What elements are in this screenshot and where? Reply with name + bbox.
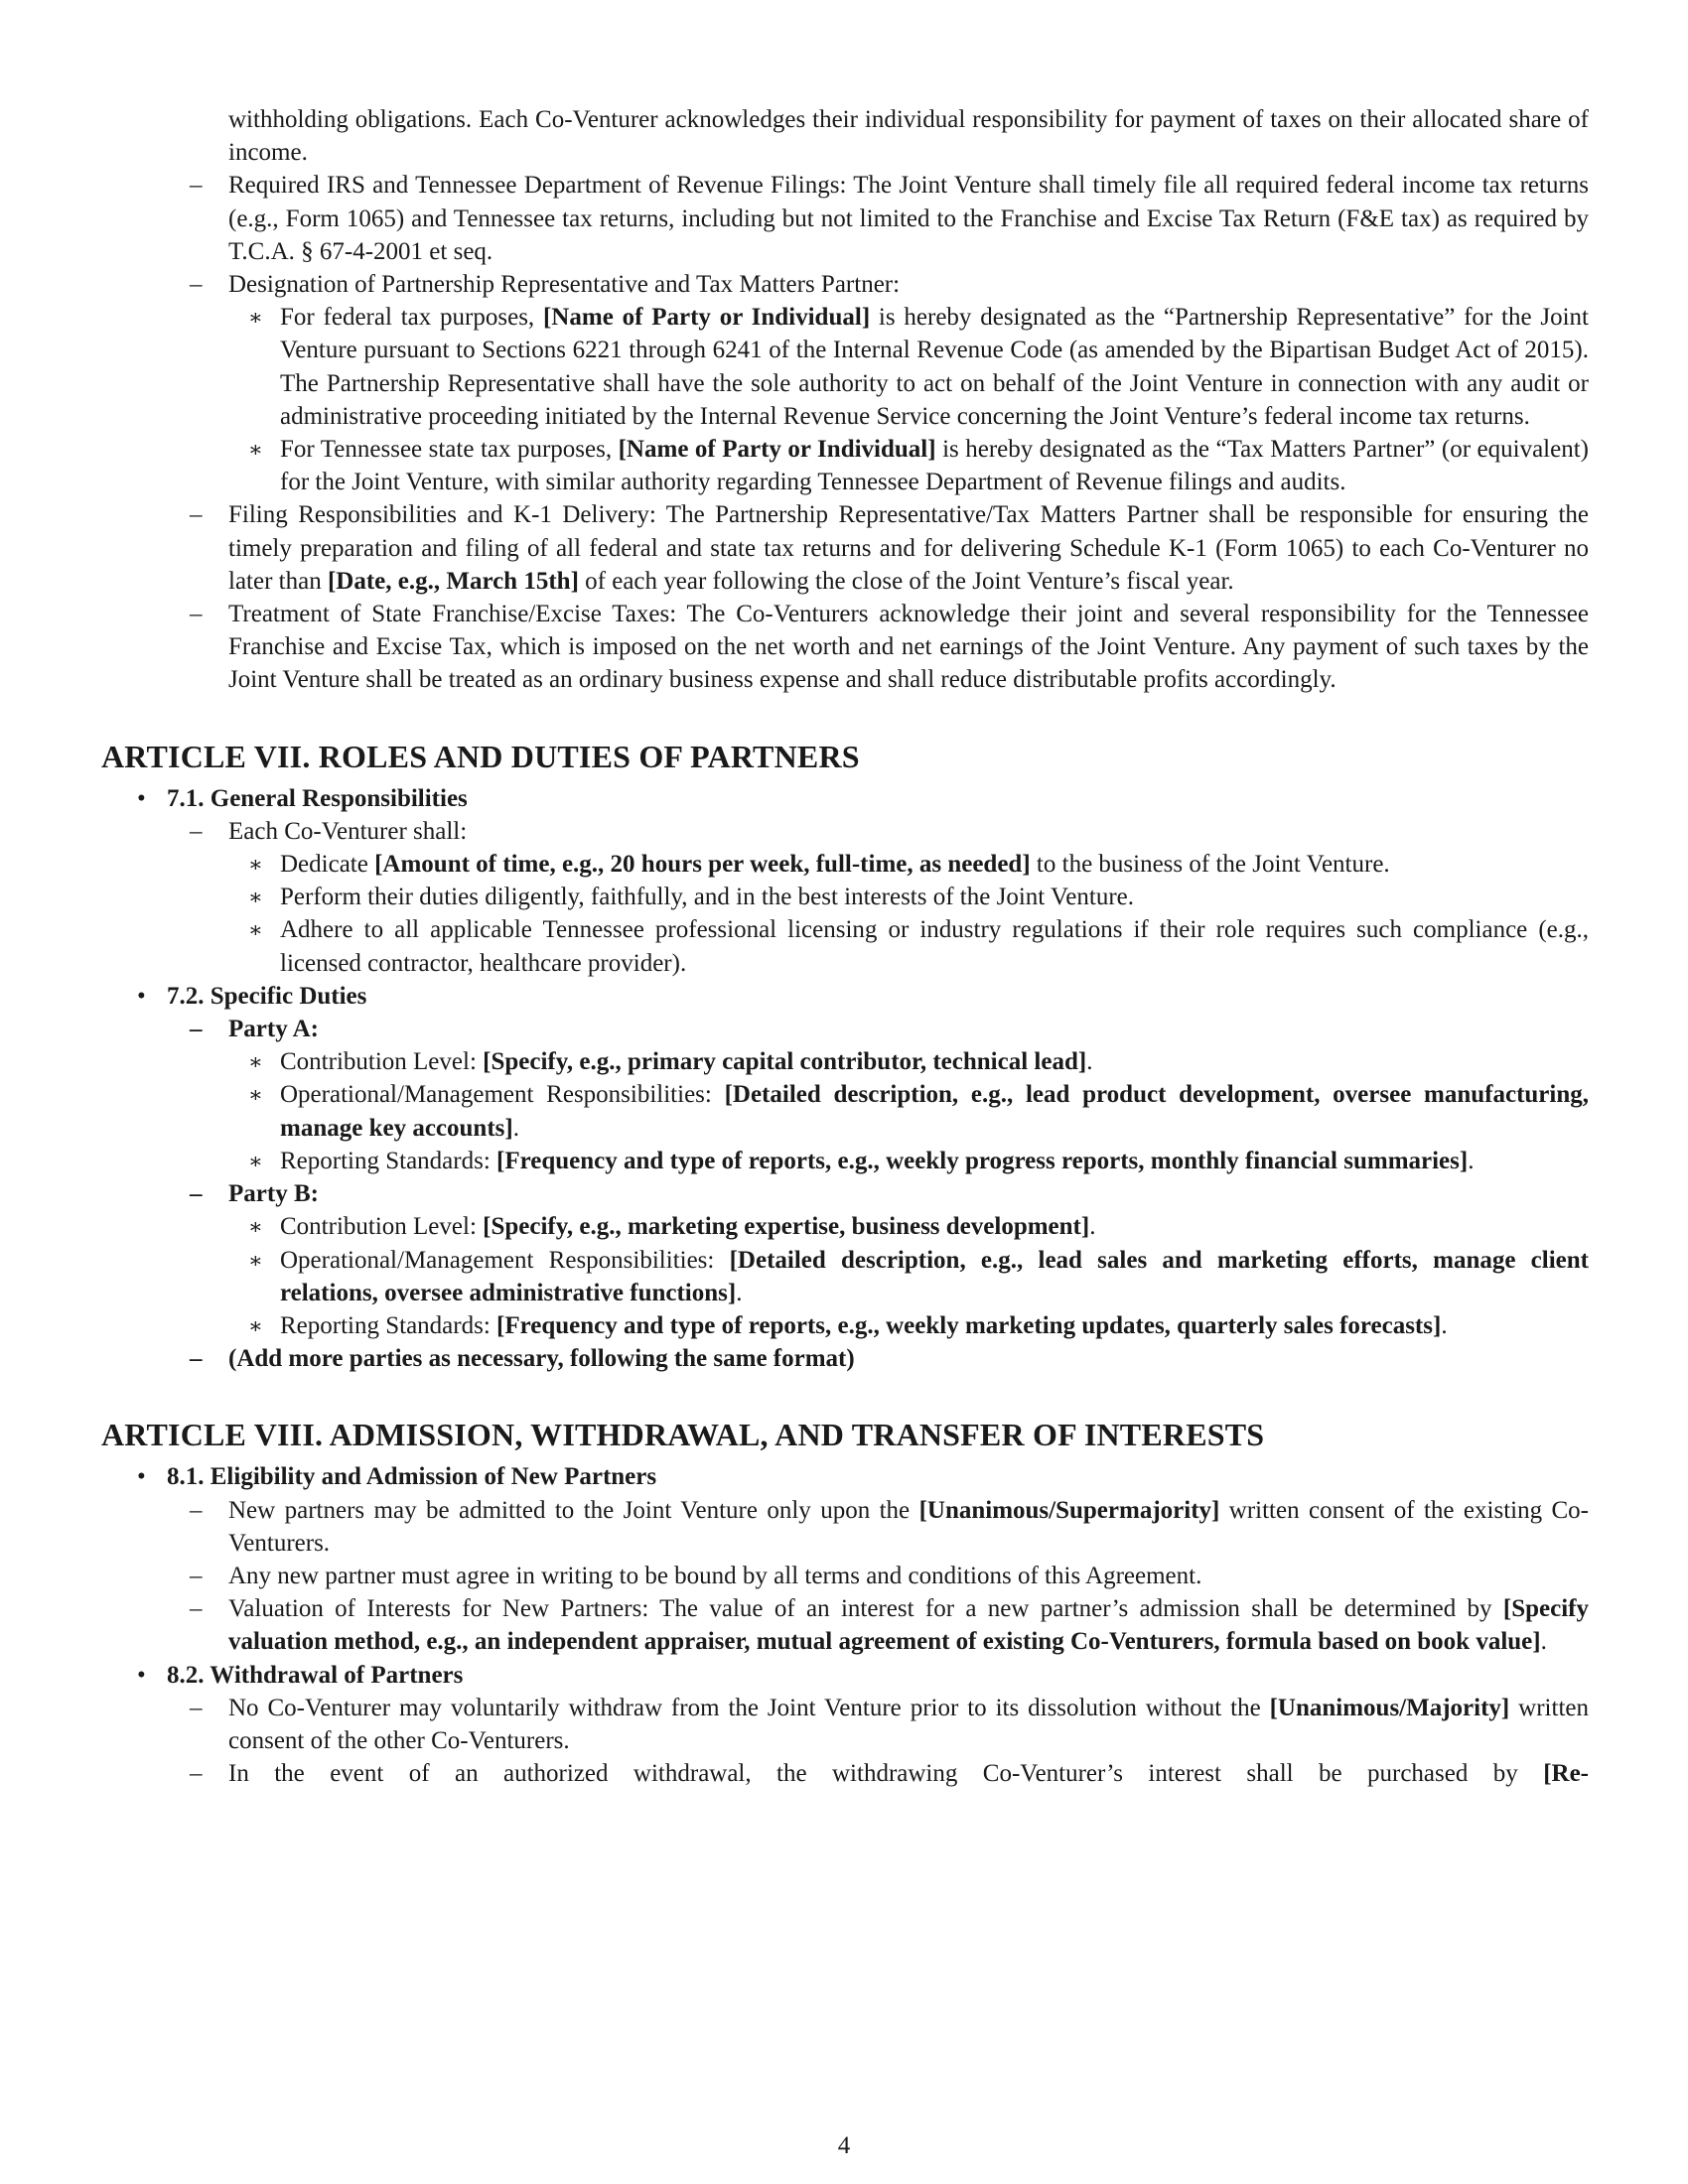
k1-text-post: of each year following the close of the Joint Venture’s fiscal year.	[578, 567, 1234, 595]
close-period: .	[1468, 1147, 1475, 1174]
party-b-item	[101, 1177, 1589, 1210]
party-b-contribution-item	[101, 1210, 1589, 1243]
dedicate-item	[101, 848, 1589, 881]
tax-filings-item	[101, 169, 1589, 268]
authorized-withdrawal-text-pre: In the event of an authorized withdrawal, the withdrawing Co-Venturer’s interest shall be purchased by	[228, 1760, 1544, 1788]
k1-placeholder: [Date, e.g., March 15th]	[327, 567, 579, 595]
perform-text: Perform their duties diligently, faithfully, and in the best interests of the Joint Venture.	[280, 884, 1135, 911]
new-partners-placeholder: [Unanimous/Supermajority]	[918, 1496, 1220, 1524]
valuation-item	[101, 1592, 1589, 1658]
federal-representative-item	[101, 301, 1589, 433]
party-b-operations-placeholder: [Detailed description, e.g., lead sales and marketing efforts, manage client relations, oversee administrative functions]	[280, 1246, 1589, 1306]
add-more-parties-text: (Add more parties as necessary, following the same format)	[228, 1345, 855, 1373]
article-7-heading: ARTICLE VII. ROLES AND DUTIES OF PARTNERS	[101, 738, 860, 774]
party-b-operations-label: Operational/Management Responsibilities:	[280, 1246, 730, 1274]
k1-delivery-item	[101, 498, 1589, 598]
dash-bullet-icon: –	[190, 601, 203, 628]
party-a-contribution-label: Contribution Level:	[280, 1048, 484, 1076]
federal-text-post: is hereby designated as the “Partnership Representative” for the Joint Venture pursuant to Sections 6221 through 6241 of the Internal Revenue Code (as amended by the Bipartisan Budget Act of 2015). The Partnership Representative shall have the sole authority to act on behalf of the Joint Venture in connection with any audit or administrative proceeding initiated by the Internal Revenue Service concerning the Joint Venture’s federal income tax returns.	[280, 304, 1589, 430]
party-a-reporting-placeholder: [Frequency and type of reports, e.g., weekly progress reports, monthly financial summaries]	[496, 1147, 1469, 1174]
new-partners-text-post: written consent of the existing Co-Venturers.	[228, 1496, 1589, 1557]
party-a-contribution-placeholder: [Specify, e.g., primary capital contributor, technical lead]	[483, 1048, 1087, 1076]
bound-by-terms-item	[101, 1560, 1589, 1592]
new-partners-item	[101, 1494, 1589, 1560]
tax-filings-text: Required IRS and Tennessee Department of Revenue Filings: The Joint Venture shall timely file all required federal income tax returns (e.g., Form 1065) and Tennessee tax returns, including but not limited to the Franchise and Excise Tax Return (F&E tax) as required by T.C.A. § 67-4-2001 et seq.	[228, 172, 1589, 265]
federal-text-pre: For federal tax purposes,	[280, 304, 543, 332]
close-period: .	[1540, 1628, 1547, 1656]
dedicate-text-pre: Dedicate	[280, 851, 375, 879]
round-bullet-icon: •	[137, 1661, 146, 1689]
dash-bullet-icon: –	[190, 1016, 203, 1043]
party-a-contribution-item	[101, 1045, 1589, 1078]
withdrawal-placeholder: [Unanimous/Majority]	[1269, 1694, 1510, 1721]
close-period: .	[736, 1279, 743, 1306]
party-a-item	[101, 1013, 1589, 1045]
party-b-reporting-item	[101, 1309, 1589, 1342]
asterisk-bullet-icon: ∗	[248, 1049, 263, 1075]
k1-text-pre: Filing Responsibilities and K-1 Delivery: The Partnership Representative/Tax Matters Partner shall be responsible for ensuring the timely preparation and filing of all federal and state tax returns and for delivering Schedule K-1 (Form 1065) to each Co-Venturer no later than	[228, 501, 1589, 595]
asterisk-bullet-icon: ∗	[248, 852, 263, 878]
franchise-tax-text: Treatment of State Franchise/Excise Taxes: The Co-Venturers acknowledge their joint and several responsibility for the Tennessee Franchise and Excise Tax, which is imposed on the net worth and net earnings of the Joint Venture. Any payment of such taxes by the Joint Venture shall be treated as an ordinary business expense and shall reduce distributable profits accordingly.	[228, 601, 1589, 694]
state-text-post: is hereby designated as the “Tax Matters Partner” (or equivalent) for the Joint Venture, with similar authority regarding Tennessee Department of Revenue filings and audits.	[280, 436, 1589, 496]
party-a-reporting-item	[101, 1145, 1589, 1177]
dash-bullet-icon: –	[190, 817, 203, 845]
tax-designation-text: Designation of Partnership Representative and Tax Matters Partner:	[228, 271, 901, 299]
party-b-label: Party B:	[228, 1180, 319, 1208]
state-placeholder: [Name of Party or Individual]	[618, 436, 936, 464]
bound-by-terms-text: Any new partner must agree in writing to be bound by all terms and conditions of this Agreement.	[228, 1562, 1202, 1589]
new-partners-text-pre: New partners may be admitted to the Joint Venture only upon the	[228, 1496, 919, 1524]
asterisk-bullet-icon: ∗	[248, 885, 263, 910]
add-more-parties-item	[101, 1342, 1589, 1375]
party-b-reporting-placeholder: [Frequency and type of reports, e.g., weekly marketing updates, quarterly sales forecasts]	[496, 1311, 1442, 1339]
state-text-pre: For Tennessee state tax purposes,	[280, 436, 619, 464]
asterisk-bullet-icon: ∗	[248, 1082, 263, 1108]
dash-bullet-icon: –	[190, 271, 203, 299]
voluntary-withdrawal-item	[101, 1692, 1589, 1757]
document-body	[101, 103, 1589, 1790]
withdrawal-text-post: written consent of the other Co-Venturers.	[228, 1694, 1589, 1754]
party-b-contribution-label: Contribution Level:	[280, 1213, 484, 1241]
article-8-heading: ARTICLE VIII. ADMISSION, WITHDRAWAL, AND TRANSFER OF INTERESTS	[101, 1417, 1265, 1453]
dash-bullet-icon: –	[190, 1345, 203, 1373]
valuation-text-pre: Valuation of Interests for New Partners: The value of an interest for a new partner’s admission shall be determined by	[228, 1595, 1503, 1623]
dash-bullet-icon: –	[190, 1694, 203, 1721]
dash-bullet-icon: –	[190, 1496, 203, 1524]
adhere-text: Adhere to all applicable Tennessee professional licensing or industry regulations if their role requires such compliance (e.g., licensed contractor, healthcare provider).	[280, 916, 1589, 977]
asterisk-bullet-icon: ∗	[248, 437, 263, 463]
withdrawal-text-pre: No Co-Venturer may voluntarily withdraw from the Joint Venture prior to its dissolution without the	[228, 1694, 1270, 1721]
dash-bullet-icon: –	[190, 1562, 203, 1589]
dash-bullet-icon: –	[190, 501, 203, 529]
authorized-withdrawal-item	[101, 1757, 1589, 1790]
party-a-label: Party A:	[228, 1016, 319, 1043]
section-7-2-title: 7.2. Specific Duties	[167, 982, 367, 1010]
valuation-placeholder: [Specify valuation method, e.g., an independent appraiser, mutual agreement of existing Co-Venturers, formula based on book value]	[228, 1595, 1589, 1656]
dedicate-placeholder: [Amount of time, e.g., 20 hours per week, full-time, as needed]	[374, 851, 1031, 879]
dash-bullet-icon: –	[190, 172, 203, 200]
dash-bullet-icon: –	[190, 1760, 203, 1788]
round-bullet-icon: •	[137, 784, 146, 812]
each-coventurer-text: Each Co-Venturer shall:	[228, 817, 468, 845]
close-period: .	[1089, 1213, 1096, 1241]
party-b-contribution-placeholder: [Specify, e.g., marketing expertise, business development]	[483, 1213, 1090, 1241]
section-8-1-heading	[101, 1460, 1589, 1493]
asterisk-bullet-icon: ∗	[248, 917, 263, 943]
close-period: .	[512, 1114, 519, 1142]
state-tax-partner-item	[101, 433, 1589, 498]
page-number: 4	[837, 2132, 851, 2159]
tax-designation-item	[101, 268, 1589, 301]
section-7-1-title: 7.1. General Responsibilities	[167, 784, 468, 812]
round-bullet-icon: •	[137, 1463, 146, 1491]
adhere-item	[101, 913, 1589, 979]
section-8-1-title: 8.1. Eligibility and Admission of New Partners	[167, 1463, 657, 1491]
close-period: .	[1441, 1311, 1448, 1339]
federal-placeholder: [Name of Party or Individual]	[542, 304, 871, 332]
asterisk-bullet-icon: ∗	[248, 1214, 263, 1240]
section-8-2-title: 8.2. Withdrawal of Partners	[167, 1661, 464, 1689]
asterisk-bullet-icon: ∗	[248, 1247, 263, 1273]
round-bullet-icon: •	[137, 982, 146, 1010]
section-7-2-heading	[101, 980, 1589, 1013]
asterisk-bullet-icon: ∗	[248, 1312, 263, 1338]
each-coventurer-item	[101, 815, 1589, 848]
dash-bullet-icon: –	[190, 1180, 203, 1208]
party-a-reporting-label: Reporting Standards:	[280, 1147, 497, 1174]
party-b-reporting-label: Reporting Standards:	[280, 1311, 497, 1339]
asterisk-bullet-icon: ∗	[248, 1148, 263, 1173]
close-period: .	[1086, 1048, 1093, 1076]
asterisk-bullet-icon: ∗	[248, 305, 263, 331]
party-a-operations-label: Operational/Management Responsibilities:	[280, 1081, 725, 1109]
dash-bullet-icon: –	[190, 1595, 203, 1623]
party-b-operations-item	[101, 1244, 1589, 1309]
perform-item	[101, 881, 1589, 913]
section-7-1-heading	[101, 782, 1589, 815]
dedicate-text-post: to the business of the Joint Venture.	[1030, 851, 1390, 879]
section-8-2-heading	[101, 1659, 1589, 1692]
authorized-withdrawal-placeholder: [Re-	[1543, 1760, 1589, 1788]
paragraph-continuation: withholding obligations. Each Co-Venturer acknowledges their individual responsibility for payment of taxes on their allocated share of income.	[228, 106, 1589, 167]
party-a-operations-item	[101, 1078, 1589, 1144]
franchise-tax-item	[101, 598, 1589, 697]
party-a-operations-placeholder: [Detailed description, e.g., lead product development, oversee manufacturing, manage key accounts]	[280, 1081, 1589, 1142]
